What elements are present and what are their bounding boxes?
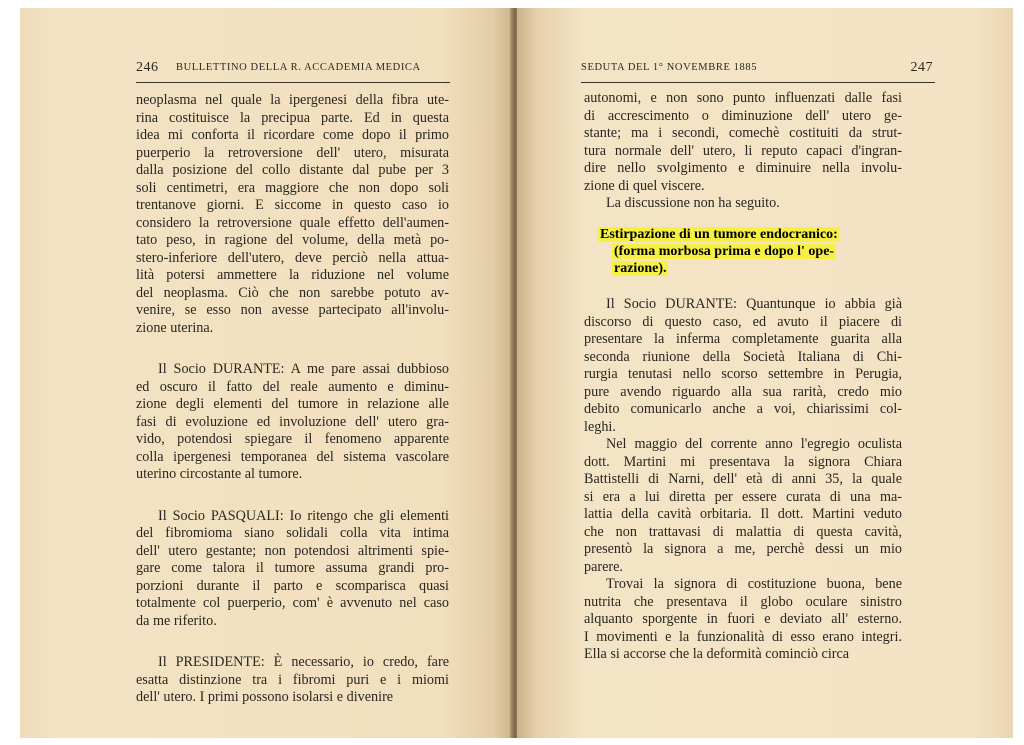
- text-line: soli centimetri, era maggiore che non dopo soli: [136, 179, 449, 196]
- text-line: ed oscuro il fatto del reale aumento e diminu-: [136, 378, 449, 395]
- text-line: stero-inferiore dell'utero, deve perciò nella attua-: [136, 249, 449, 266]
- text-line: presentò la signora a me, perchè dessi un mio: [584, 541, 902, 557]
- right-page-top-text: [584, 90, 902, 213]
- section-heading: [584, 226, 924, 278]
- text-line: Nel maggio del corrente anno l'egregio oculista: [606, 436, 902, 452]
- text-line: fasi di evoluzione ed involuzione dell' utero gra-: [136, 413, 449, 430]
- text-line: idea mi conforta il ricordare come dopo il primo: [136, 127, 449, 143]
- header-rule: [581, 82, 935, 83]
- text-line: seconda riunione della Società Italiana di Chi-: [584, 348, 902, 365]
- text-line: lattia della cavità orbitaria. Il dott. Martini veduto: [584, 506, 902, 522]
- text-line: colla ipergenesi temporanea del sistema vascolare: [136, 448, 449, 465]
- text-line: I movimenti e la funzionalità di esso erano integri.: [584, 628, 902, 645]
- text-line: Trovai la signora di costituzione buona, bene: [606, 576, 902, 592]
- text-line: dott. Martini mi presentava la signora Chiara: [584, 453, 902, 470]
- text-line: totalmente col puerperio, com' è avvenuto nel caso: [136, 595, 449, 611]
- text-line: zione degli elementi del tumore in relazione alle: [136, 396, 449, 412]
- text-line: neoplasma nel quale la ipergenesi della fibra ute-: [136, 92, 449, 108]
- text-line: porzioni durante il parto e scomparisca quasi: [136, 577, 449, 594]
- text-line: gare come talora il tumore assuma grandi pro-: [136, 560, 449, 576]
- text-line: Il Socio PASQUALI: Io ritengo che gli elementi: [158, 507, 449, 524]
- text-line: vido, potendosi spiegare il fenomeno apparente: [136, 431, 449, 447]
- page-number: 246: [136, 60, 159, 75]
- text-line: parere.: [584, 558, 623, 575]
- discussion-note: La discussione non ha seguito.: [606, 195, 780, 211]
- text-line: stante; ma i secondi, comechè costituiti da strut-: [584, 125, 902, 141]
- right-page: [517, 8, 1013, 738]
- text-line: del fibromioma siano solidali colla vita intima: [136, 525, 449, 541]
- text-line: Il Socio DURANTE: Quantunque io abbia già: [606, 296, 902, 312]
- heading-line: (forma morbosa prima e dopo l' ope-: [614, 244, 835, 260]
- text-line: tato peso, in ragione del volume, della metà po-: [136, 232, 449, 248]
- text-line: Ella si accorse che la deformità cominciò circa: [584, 646, 850, 662]
- text-line: esatta distinzione tra i fibromi puri e i miomi: [136, 671, 449, 688]
- text-line: zione uterina.: [136, 319, 214, 336]
- text-line: si era a lui diretta per essere curata di una ma-: [584, 488, 902, 505]
- text-line: del neoplasma. Ciò che non sarebbe potuto av-: [136, 284, 449, 301]
- text-line: autonomi, e non sono punto influenzati dalle fasi: [584, 90, 902, 106]
- text-line: considero la retroversione quale effetto dell'aumen-: [136, 214, 449, 231]
- left-page: [20, 8, 513, 738]
- text-line: trentanove giorni. E siccome in questo caso io: [136, 197, 449, 213]
- heading-line: Estirpazione di un tumore endocranico:: [600, 227, 838, 242]
- text-line: presentare la inferma completamente guarita alla: [584, 331, 902, 347]
- text-line: tura normale dell' utero, li reputo capaci d'ingran-: [584, 142, 902, 159]
- text-line: rina costituisce la precipua parte. Ed in questa: [136, 109, 449, 126]
- text-line: dell' utero. I primi possono isolarsi e divenire: [136, 689, 394, 705]
- text-line: Il Socio DURANTE: A me pare assai dubbioso: [158, 361, 449, 377]
- page-number: 247: [910, 60, 933, 75]
- text-line: di accrescimento o diminuzione dell' utero ge-: [584, 107, 902, 124]
- text-line: dell' utero gestante; non potendosi altrimenti spie-: [136, 542, 449, 559]
- running-head: BULLETTINO DELLA R. ACCADEMIA MEDICA: [176, 62, 421, 73]
- text-line: zione di quel viscere.: [584, 177, 705, 194]
- running-head: SEDUTA DEL 1° NOVEMBRE 1885: [581, 62, 758, 73]
- text-line: pure avendo riguardo alla sua rarità, credo mio: [584, 383, 902, 400]
- heading-line: razione).: [614, 261, 667, 277]
- right-page-body: [584, 296, 902, 664]
- text-line: Il PRESIDENTE: È necessario, io credo, fare: [158, 654, 449, 670]
- text-line: che non trattavasi di malattia di questa cavità,: [584, 523, 902, 540]
- text-line: rurgia tenutasi nello scorso settembre in Perugia,: [584, 366, 902, 382]
- text-line: nutrita che presentava il globo oculare sinistro: [584, 593, 902, 610]
- text-line: Battistelli di Narni, dell' età di anni 35, la quale: [584, 471, 902, 487]
- header-rule: [136, 82, 450, 83]
- text-line: dire nello svolgimento e diminuire nella involu-: [584, 160, 902, 176]
- text-line: dalla posizione del collo distante dal pube per 3: [136, 162, 449, 178]
- text-line: venire, se esso non avesse partecipato all'involu-: [136, 302, 449, 318]
- text-line: leghi.: [584, 418, 616, 435]
- text-line: discorso di questo caso, ed avuto il piacere di: [584, 313, 902, 330]
- text-line: da me riferito.: [136, 612, 217, 629]
- text-line: uterino circostante al tumore.: [136, 466, 303, 482]
- left-page-body: [136, 92, 449, 707]
- text-line: puerperio la retroversione dell' utero, misurata: [136, 144, 449, 161]
- text-line: alquanto sporgente in fuori e deviato all' esterno.: [584, 611, 902, 627]
- text-line: debito comunicarlo anche a voi, chiarissimi col-: [584, 401, 902, 417]
- text-line: lità potersi ammettere la riduzione nel volume: [136, 267, 449, 283]
